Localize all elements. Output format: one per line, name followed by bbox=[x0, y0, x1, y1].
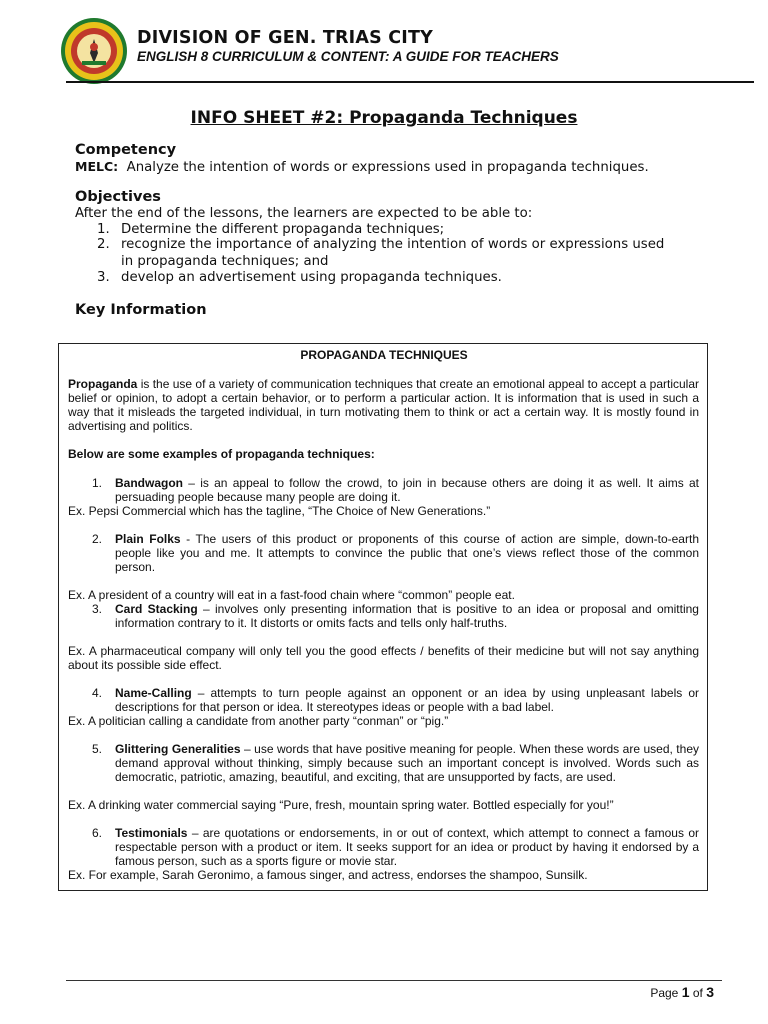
technique-number: 5. bbox=[92, 742, 103, 756]
technique-example: Ex. A pharmaceutical company will only tell you the good effects / benefits of their medicine but will not say anything about its possible side effect. bbox=[68, 644, 699, 672]
objective-item: develop an advertisement using propaganda techniques. bbox=[121, 270, 502, 285]
key-information-heading: Key Information bbox=[75, 302, 207, 318]
melc-text: Analyze the intention of words or expressions used in propaganda techniques. bbox=[126, 160, 649, 175]
info-sheet-title: INFO SHEET #2: Propaganda Techniques bbox=[190, 108, 578, 128]
technique-name-calling: Name-Calling – attempts to turn people against an opponent or an idea by using unpleasant labels or descriptions for that person or idea. It stereotypes ideas or people with a bad label. bbox=[115, 686, 699, 714]
propaganda-info-box bbox=[58, 343, 708, 891]
technique-example: Ex. A president of a country will eat in a fast-food chain where “common” people eat. bbox=[68, 588, 515, 602]
propaganda-definition bbox=[68, 377, 699, 433]
technique-plain-folks: Plain Folks - The users of this product or proponents of this course of action are simple, down-to-earth people like you and me. It attempts to convince the public that one’s views reflect those of the common person. bbox=[115, 532, 699, 574]
header-divider bbox=[66, 81, 754, 83]
objectives-intro: After the end of the lessons, the learners are expected to be able to: bbox=[75, 206, 533, 221]
technique-example: Ex. A politician calling a candidate from another party “conman” or “pig.” bbox=[68, 714, 449, 728]
division-title: DIVISION OF GEN. TRIAS CITY bbox=[137, 28, 433, 48]
technique-example: Ex. For example, Sarah Geronimo, a famous singer, and actress, endorses the shampoo, Sunsilk. bbox=[68, 868, 588, 882]
technique-example: Ex. A drinking water commercial saying “Pure, fresh, mountain spring water. Bottled especially for you!” bbox=[68, 798, 614, 812]
box-title: PROPAGANDA TECHNIQUES bbox=[300, 348, 468, 362]
total-pages: 3 bbox=[706, 984, 714, 1000]
examples-heading: Below are some examples of propaganda techniques: bbox=[68, 447, 375, 461]
melc-line bbox=[75, 159, 649, 175]
division-seal-logo bbox=[60, 17, 128, 85]
objective-number: 2. bbox=[97, 237, 110, 252]
technique-testimonials: Testimonials – are quotations or endorsements, in or out of context, which attempt to connect a famous or respectable person with a product or item. It seeks support for an idea or product by having it endorsed by a famous person, such as a sports figure or movie star. bbox=[115, 826, 699, 868]
definition-term: Propaganda bbox=[68, 377, 138, 391]
technique-example: Ex. Pepsi Commercial which has the tagline, “The Choice of New Generations.” bbox=[68, 504, 491, 518]
technique-number: 3. bbox=[92, 602, 103, 616]
definition-text: is the use of a variety of communication techniques that create an emotional appeal to accept a particular belief or opinion, to adopt a certain behavior, or to perform a particular action. It is information that is used in such a way that it misleads the targeted individual, in turn motivating them to think or act a certain way. It is mostly found in advertising and politics. bbox=[68, 377, 700, 433]
technique-number: 2. bbox=[92, 532, 103, 546]
current-page: 1 bbox=[681, 984, 690, 1000]
objective-item-cont: in propaganda techniques; and bbox=[121, 254, 329, 269]
technique-card-stacking: Card Stacking – involves only presenting information that is positive to an idea or proposal and omitting information contrary to it. It distorts or omits facts and tells only half-truths. bbox=[115, 602, 699, 630]
objectives-heading: Objectives bbox=[75, 189, 161, 205]
objective-item: recognize the importance of analyzing the intention of words or expressions used bbox=[121, 237, 665, 252]
technique-bandwagon: Bandwagon – is an appeal to follow the crowd, to join in because others are doing it as well. It aims at persuading people because many people are doing it. bbox=[115, 476, 699, 504]
page-number: Page 1 of 3 bbox=[650, 984, 714, 1000]
technique-number: 1. bbox=[92, 476, 103, 490]
objective-number: 1. bbox=[97, 222, 110, 237]
objective-item: Determine the different propaganda techniques; bbox=[121, 222, 445, 237]
guide-subtitle: ENGLISH 8 CURRICULUM & CONTENT: A GUIDE FOR TEACHERS bbox=[137, 49, 559, 64]
technique-glittering-generalities: Glittering Generalities – use words that have positive meaning for people. When these words are used, they demand approval without thinking, simply because such an important concept is involved. Words such as democratic, patriotic, amazing, beautiful, and exciting, that are unsupported by facts, are used. bbox=[115, 742, 699, 784]
technique-number: 6. bbox=[92, 826, 103, 840]
competency-heading: Competency bbox=[75, 142, 177, 158]
melc-label: MELC: bbox=[75, 159, 119, 174]
technique-number: 4. bbox=[92, 686, 103, 700]
objective-number: 3. bbox=[97, 270, 110, 285]
footer-divider bbox=[66, 980, 722, 981]
